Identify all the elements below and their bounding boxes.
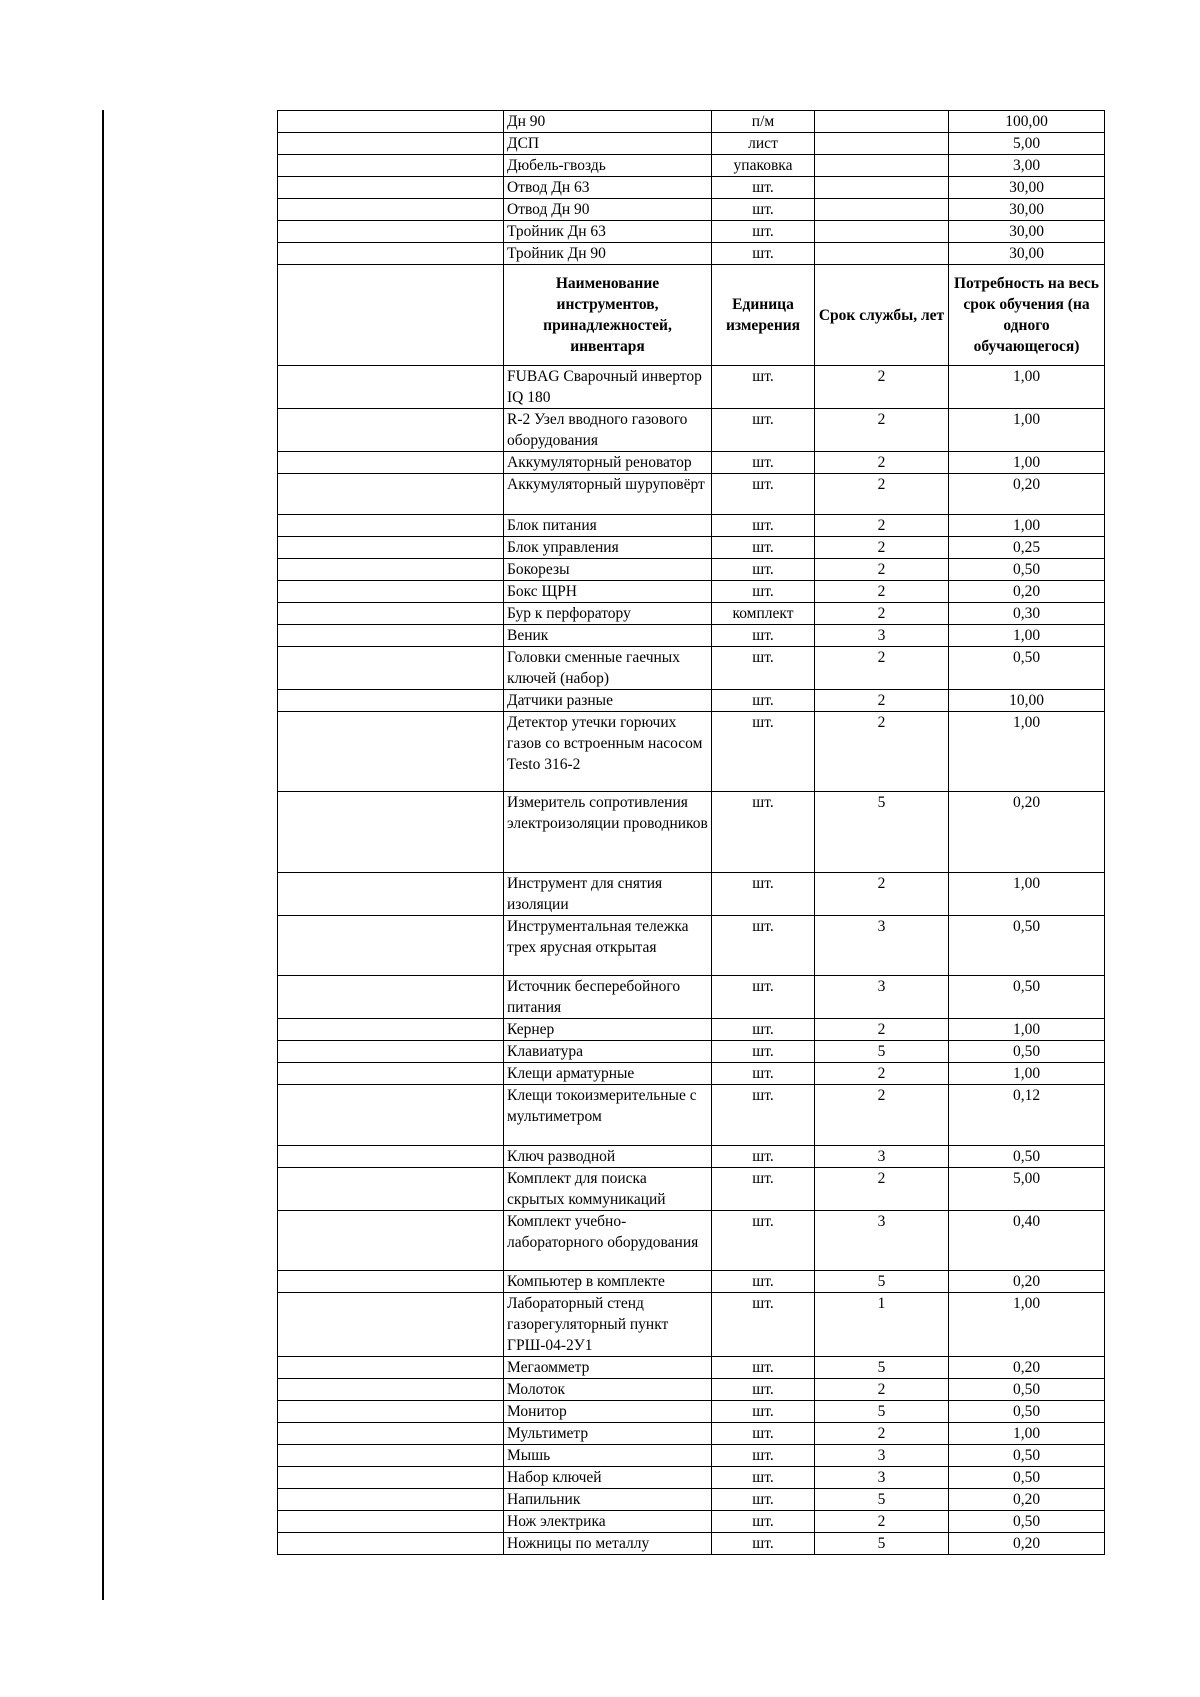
header-section [278, 265, 1105, 366]
empty-cell [278, 536, 504, 558]
unit-cell: шт. [712, 792, 815, 873]
table-header-row [278, 265, 1105, 366]
header-life: Срок службы, лет [815, 265, 949, 366]
item-name-cell: Молоток [504, 1379, 712, 1401]
unit-cell: шт. [712, 1511, 815, 1533]
unit-cell: шт. [712, 646, 815, 689]
table-row [278, 221, 1105, 243]
empty-cell [278, 1019, 504, 1041]
table-row [278, 1145, 1105, 1167]
table-row [278, 1511, 1105, 1533]
empty-cell [278, 646, 504, 689]
service-life-cell: 2 [815, 1085, 949, 1146]
item-name-cell: Дюбель-гвоздь [504, 155, 712, 177]
empty-cell [278, 199, 504, 221]
service-life-cell: 5 [815, 1401, 949, 1423]
unit-cell: шт. [712, 1445, 815, 1467]
empty-cell [278, 792, 504, 873]
unit-cell: шт. [712, 624, 815, 646]
table-row [278, 792, 1105, 873]
quantity-cell: 30,00 [949, 243, 1105, 265]
item-name-cell: Комплект учебно-лабораторного оборудования [504, 1210, 712, 1271]
service-life-cell: 2 [815, 872, 949, 915]
quantity-cell: 0,20 [949, 1271, 1105, 1293]
quantity-cell: 3,00 [949, 155, 1105, 177]
item-name-cell: Ножницы по металлу [504, 1533, 712, 1555]
item-name-cell: Бур к перфоратору [504, 602, 712, 624]
table-row [278, 1489, 1105, 1511]
service-life-cell: 3 [815, 1467, 949, 1489]
table-row [278, 624, 1105, 646]
header-unit: Единица измерения [712, 265, 815, 366]
quantity-cell: 10,00 [949, 689, 1105, 711]
service-life-cell [815, 243, 949, 265]
unit-cell: шт. [712, 177, 815, 199]
quantity-cell: 0,50 [949, 558, 1105, 580]
table-row [278, 177, 1105, 199]
table-row [278, 366, 1105, 409]
item-name-cell: Инструментальная тележка трех ярусная открытая [504, 915, 712, 976]
service-life-cell: 2 [815, 580, 949, 602]
empty-cell [278, 915, 504, 976]
unit-cell: шт. [712, 452, 815, 474]
table-row [278, 1063, 1105, 1085]
table-row [278, 1085, 1105, 1146]
service-life-cell: 2 [815, 1019, 949, 1041]
empty-cell [278, 1167, 504, 1210]
quantity-cell: 5,00 [949, 133, 1105, 155]
tools-section [278, 366, 1105, 1555]
empty-cell [278, 689, 504, 711]
table-row [278, 915, 1105, 976]
unit-cell: шт. [712, 1145, 815, 1167]
item-name-cell: Измеритель сопротивления электроизоляции проводников [504, 792, 712, 873]
item-name-cell: Инструмент для снятия изоляции [504, 872, 712, 915]
empty-cell [278, 624, 504, 646]
unit-cell: упаковка [712, 155, 815, 177]
unit-cell: п/м [712, 111, 815, 133]
service-life-cell: 2 [815, 514, 949, 536]
table-row [278, 580, 1105, 602]
empty-cell [278, 1467, 504, 1489]
quantity-cell: 1,00 [949, 1019, 1105, 1041]
service-life-cell [815, 133, 949, 155]
quantity-cell: 1,00 [949, 1293, 1105, 1357]
table-row [278, 452, 1105, 474]
empty-cell [278, 1401, 504, 1423]
service-life-cell [815, 155, 949, 177]
table-row [278, 1271, 1105, 1293]
empty-cell [278, 1489, 504, 1511]
unit-cell: лист [712, 133, 815, 155]
service-life-cell: 2 [815, 558, 949, 580]
item-name-cell: Клещи токоизмерительные с мультиметром [504, 1085, 712, 1146]
table-row [278, 133, 1105, 155]
empty-cell [278, 133, 504, 155]
table-row [278, 689, 1105, 711]
item-name-cell: Дн 90 [504, 111, 712, 133]
table-row [278, 1210, 1105, 1271]
service-life-cell: 5 [815, 1533, 949, 1555]
service-life-cell: 1 [815, 1293, 949, 1357]
item-name-cell: Мегаомметр [504, 1357, 712, 1379]
item-name-cell: Ключ разводной [504, 1145, 712, 1167]
table-row [278, 976, 1105, 1019]
table-row [278, 602, 1105, 624]
unit-cell: шт. [712, 243, 815, 265]
item-name-cell: Отвод Дн 63 [504, 177, 712, 199]
table-row [278, 1401, 1105, 1423]
empty-cell [278, 1271, 504, 1293]
empty-cell [278, 602, 504, 624]
item-name-cell: FUBAG Сварочный инвертор IQ 180 [504, 366, 712, 409]
empty-cell [278, 872, 504, 915]
service-life-cell: 5 [815, 1357, 949, 1379]
empty-cell [278, 1511, 504, 1533]
service-life-cell: 5 [815, 1271, 949, 1293]
service-life-cell: 2 [815, 409, 949, 452]
item-name-cell: Датчики разные [504, 689, 712, 711]
empty-cell [278, 221, 504, 243]
table-row [278, 1041, 1105, 1063]
item-name-cell: Мышь [504, 1445, 712, 1467]
quantity-cell: 1,00 [949, 409, 1105, 452]
table-row [278, 711, 1105, 792]
empty-cell [278, 558, 504, 580]
empty-cell [278, 1379, 504, 1401]
empty-cell [278, 452, 504, 474]
item-name-cell: Тройник Дн 90 [504, 243, 712, 265]
table-row [278, 1019, 1105, 1041]
table-row [278, 1293, 1105, 1357]
item-name-cell: Блок управления [504, 536, 712, 558]
empty-cell [278, 1533, 504, 1555]
quantity-cell: 0,50 [949, 976, 1105, 1019]
unit-cell: шт. [712, 558, 815, 580]
item-name-cell: Бокс ЩРН [504, 580, 712, 602]
item-name-cell: Бокорезы [504, 558, 712, 580]
unit-cell: шт. [712, 1019, 815, 1041]
item-name-cell: Клещи арматурные [504, 1063, 712, 1085]
service-life-cell: 2 [815, 711, 949, 792]
unit-cell: шт. [712, 1357, 815, 1379]
unit-cell: шт. [712, 580, 815, 602]
item-name-cell: Нож электрика [504, 1511, 712, 1533]
service-life-cell: 2 [815, 1167, 949, 1210]
item-name-cell: R-2 Узел вводного газового оборудования [504, 409, 712, 452]
unit-cell: шт. [712, 1467, 815, 1489]
unit-cell: шт. [712, 1533, 815, 1555]
item-name-cell: Источник бесперебойного питания [504, 976, 712, 1019]
quantity-cell: 0,50 [949, 915, 1105, 976]
quantity-cell: 0,50 [949, 1401, 1105, 1423]
item-name-cell: Аккумуляторный реноватор [504, 452, 712, 474]
item-name-cell: Головки сменные гаечных ключей (набор) [504, 646, 712, 689]
unit-cell: комплект [712, 602, 815, 624]
item-name-cell: Набор ключей [504, 1467, 712, 1489]
service-life-cell: 5 [815, 1489, 949, 1511]
quantity-cell: 0,50 [949, 1467, 1105, 1489]
quantity-cell: 0,50 [949, 1445, 1105, 1467]
item-name-cell: Отвод Дн 90 [504, 199, 712, 221]
quantity-cell: 0,20 [949, 580, 1105, 602]
quantity-cell: 0,50 [949, 1145, 1105, 1167]
table-row [278, 474, 1105, 515]
table-row [278, 199, 1105, 221]
item-name-cell: Напильник [504, 1489, 712, 1511]
empty-cell [278, 111, 504, 133]
unit-cell: шт. [712, 872, 815, 915]
quantity-cell: 30,00 [949, 199, 1105, 221]
table-row [278, 1379, 1105, 1401]
unit-cell: шт. [712, 1293, 815, 1357]
service-life-cell: 2 [815, 646, 949, 689]
table-row [278, 1445, 1105, 1467]
table-row [278, 1167, 1105, 1210]
quantity-cell: 30,00 [949, 221, 1105, 243]
unit-cell: шт. [712, 1167, 815, 1210]
quantity-cell: 1,00 [949, 452, 1105, 474]
service-life-cell: 3 [815, 624, 949, 646]
table-row [278, 1467, 1105, 1489]
service-life-cell [815, 221, 949, 243]
empty-cell [278, 1357, 504, 1379]
quantity-cell: 30,00 [949, 177, 1105, 199]
quantity-cell: 0,25 [949, 536, 1105, 558]
item-name-cell: Мультиметр [504, 1423, 712, 1445]
item-name-cell: Тройник Дн 63 [504, 221, 712, 243]
quantity-cell: 1,00 [949, 872, 1105, 915]
empty-cell [278, 474, 504, 515]
table-row [278, 1357, 1105, 1379]
quantity-cell: 0,50 [949, 646, 1105, 689]
unit-cell: шт. [712, 1489, 815, 1511]
unit-cell: шт. [712, 1210, 815, 1271]
table-row [278, 111, 1105, 133]
unit-cell: шт. [712, 474, 815, 515]
unit-cell: шт. [712, 1401, 815, 1423]
service-life-cell: 2 [815, 602, 949, 624]
unit-cell: шт. [712, 1085, 815, 1146]
quantity-cell: 1,00 [949, 1063, 1105, 1085]
unit-cell: шт. [712, 366, 815, 409]
table-row [278, 243, 1105, 265]
empty-cell [278, 243, 504, 265]
table-row [278, 409, 1105, 452]
service-life-cell: 2 [815, 452, 949, 474]
materials-section [278, 111, 1105, 265]
unit-cell: шт. [712, 199, 815, 221]
quantity-cell: 100,00 [949, 111, 1105, 133]
quantity-cell: 1,00 [949, 1423, 1105, 1445]
empty-cell [278, 1293, 504, 1357]
service-life-cell [815, 111, 949, 133]
empty-cell [278, 711, 504, 792]
table-row [278, 1533, 1105, 1555]
quantity-cell: 0,50 [949, 1511, 1105, 1533]
quantity-cell: 1,00 [949, 624, 1105, 646]
service-life-cell: 3 [815, 915, 949, 976]
quantity-cell: 1,00 [949, 366, 1105, 409]
unit-cell: шт. [712, 1423, 815, 1445]
item-name-cell: Клавиатура [504, 1041, 712, 1063]
empty-cell [278, 1041, 504, 1063]
unit-cell: шт. [712, 1379, 815, 1401]
quantity-cell: 0,20 [949, 1533, 1105, 1555]
unit-cell: шт. [712, 689, 815, 711]
header-qty: Потребность на весь срок обучения (на одного обучающегося) [949, 265, 1105, 366]
inventory-table [277, 110, 1105, 1555]
left-margin-rule [102, 110, 104, 1600]
empty-cell [278, 1445, 504, 1467]
empty-cell [278, 1210, 504, 1271]
unit-cell: шт. [712, 1041, 815, 1063]
item-name-cell: Монитор [504, 1401, 712, 1423]
quantity-cell: 0,40 [949, 1210, 1105, 1271]
quantity-cell: 0,50 [949, 1379, 1105, 1401]
item-name-cell: Комплект для поиска скрытых коммуникаций [504, 1167, 712, 1210]
table-row [278, 1423, 1105, 1445]
service-life-cell [815, 177, 949, 199]
item-name-cell: Блок питания [504, 514, 712, 536]
empty-cell [278, 1063, 504, 1085]
table-row [278, 514, 1105, 536]
service-life-cell: 2 [815, 1423, 949, 1445]
empty-cell [278, 514, 504, 536]
service-life-cell: 2 [815, 474, 949, 515]
unit-cell: шт. [712, 514, 815, 536]
item-name-cell: Лабораторный стенд газорегуляторный пункт ГРШ-04-2У1 [504, 1293, 712, 1357]
unit-cell: шт. [712, 976, 815, 1019]
service-life-cell: 3 [815, 1445, 949, 1467]
empty-header-cell [278, 265, 504, 366]
item-name-cell: Компьютер в комплекте [504, 1271, 712, 1293]
unit-cell: шт. [712, 1271, 815, 1293]
item-name-cell: Детектор утечки горючих газов со встроенным насосом Testo 316-2 [504, 711, 712, 792]
quantity-cell: 0,12 [949, 1085, 1105, 1146]
service-life-cell: 2 [815, 536, 949, 558]
quantity-cell: 1,00 [949, 514, 1105, 536]
service-life-cell: 3 [815, 1210, 949, 1271]
service-life-cell: 3 [815, 976, 949, 1019]
item-name-cell: Аккумуляторный шуруповёрт [504, 474, 712, 515]
table-row [278, 155, 1105, 177]
table-row [278, 646, 1105, 689]
table-row [278, 558, 1105, 580]
item-name-cell: ДСП [504, 133, 712, 155]
quantity-cell: 0,30 [949, 602, 1105, 624]
quantity-cell: 1,00 [949, 711, 1105, 792]
quantity-cell: 0,20 [949, 1489, 1105, 1511]
unit-cell: шт. [712, 409, 815, 452]
unit-cell: шт. [712, 711, 815, 792]
service-life-cell: 3 [815, 1145, 949, 1167]
service-life-cell: 5 [815, 1041, 949, 1063]
item-name-cell: Веник [504, 624, 712, 646]
service-life-cell: 2 [815, 1063, 949, 1085]
unit-cell: шт. [712, 221, 815, 243]
service-life-cell: 5 [815, 792, 949, 873]
empty-cell [278, 1145, 504, 1167]
service-life-cell: 2 [815, 366, 949, 409]
empty-cell [278, 976, 504, 1019]
service-life-cell: 2 [815, 1379, 949, 1401]
service-life-cell: 2 [815, 1511, 949, 1533]
empty-cell [278, 1423, 504, 1445]
unit-cell: шт. [712, 1063, 815, 1085]
empty-cell [278, 155, 504, 177]
service-life-cell [815, 199, 949, 221]
header-name: Наименование инструментов, принадлежностей, инвентаря [504, 265, 712, 366]
quantity-cell: 0,20 [949, 792, 1105, 873]
quantity-cell: 0,20 [949, 1357, 1105, 1379]
table-row [278, 872, 1105, 915]
unit-cell: шт. [712, 915, 815, 976]
empty-cell [278, 366, 504, 409]
service-life-cell: 2 [815, 689, 949, 711]
quantity-cell: 0,50 [949, 1041, 1105, 1063]
quantity-cell: 0,20 [949, 474, 1105, 515]
item-name-cell: Кернер [504, 1019, 712, 1041]
table-row [278, 536, 1105, 558]
empty-cell [278, 580, 504, 602]
empty-cell [278, 409, 504, 452]
quantity-cell: 5,00 [949, 1167, 1105, 1210]
unit-cell: шт. [712, 536, 815, 558]
empty-cell [278, 1085, 504, 1146]
empty-cell [278, 177, 504, 199]
